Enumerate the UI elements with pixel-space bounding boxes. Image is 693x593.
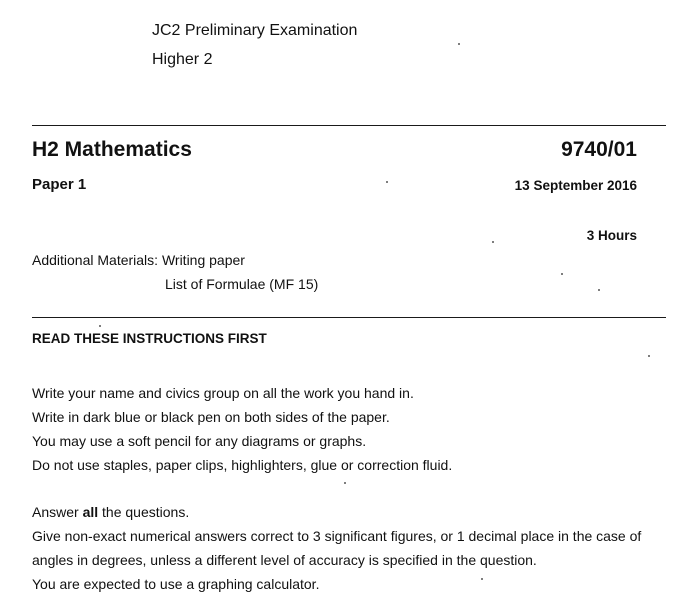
scan-speck [99, 325, 101, 327]
top-divider [32, 125, 666, 126]
subject-title: H2 Mathematics [32, 138, 192, 161]
instruction-line: Give non-exact numerical answers correct to 3 significant figures, or 1 decimal place in the case of [32, 528, 642, 544]
answer-emphasis: all [82, 504, 99, 520]
paper-label: Paper 1 [32, 176, 87, 193]
materials-block [32, 252, 245, 268]
exam-duration: 3 Hours [586, 228, 637, 243]
middle-divider [32, 317, 666, 318]
answer-prefix: Answer [32, 504, 83, 520]
scan-speck [386, 181, 388, 183]
scan-speck [648, 355, 650, 357]
instructions-heading: READ THESE INSTRUCTIONS FIRST [32, 331, 267, 346]
scan-speck [598, 289, 600, 291]
scan-speck [344, 482, 346, 484]
answer-suffix: the questions. [98, 504, 190, 520]
scan-speck [561, 273, 563, 275]
instruction-line: You may use a soft pencil for any diagrams or graphs. [32, 433, 367, 449]
instruction-line: Write your name and civics group on all the work you hand in. [32, 385, 414, 401]
scan-speck [458, 43, 460, 45]
instruction-line: Do not use staples, paper clips, highlighters, glue or correction fluid. [32, 457, 453, 473]
answer-all-line [32, 504, 189, 520]
scan-speck [492, 241, 494, 243]
scan-speck [481, 578, 483, 580]
materials-label: Additional Materials: [32, 252, 159, 268]
paper-code: 9740/01 [561, 138, 637, 161]
exam-date: 13 September 2016 [514, 178, 637, 193]
materials-item-writing-paper: Writing paper [161, 252, 245, 268]
instruction-line: Write in dark blue or black pen on both sides of the paper. [32, 409, 390, 425]
materials-item-formulae: List of Formulae (MF 15) [165, 276, 319, 292]
instruction-line: You are expected to use a graphing calculator. [32, 576, 320, 592]
instruction-line: angles in degrees, unless a different level of accuracy is specified in the question. [32, 552, 537, 568]
exam-name: JC2 Preliminary Examination [152, 22, 358, 39]
exam-level: Higher 2 [152, 51, 213, 68]
